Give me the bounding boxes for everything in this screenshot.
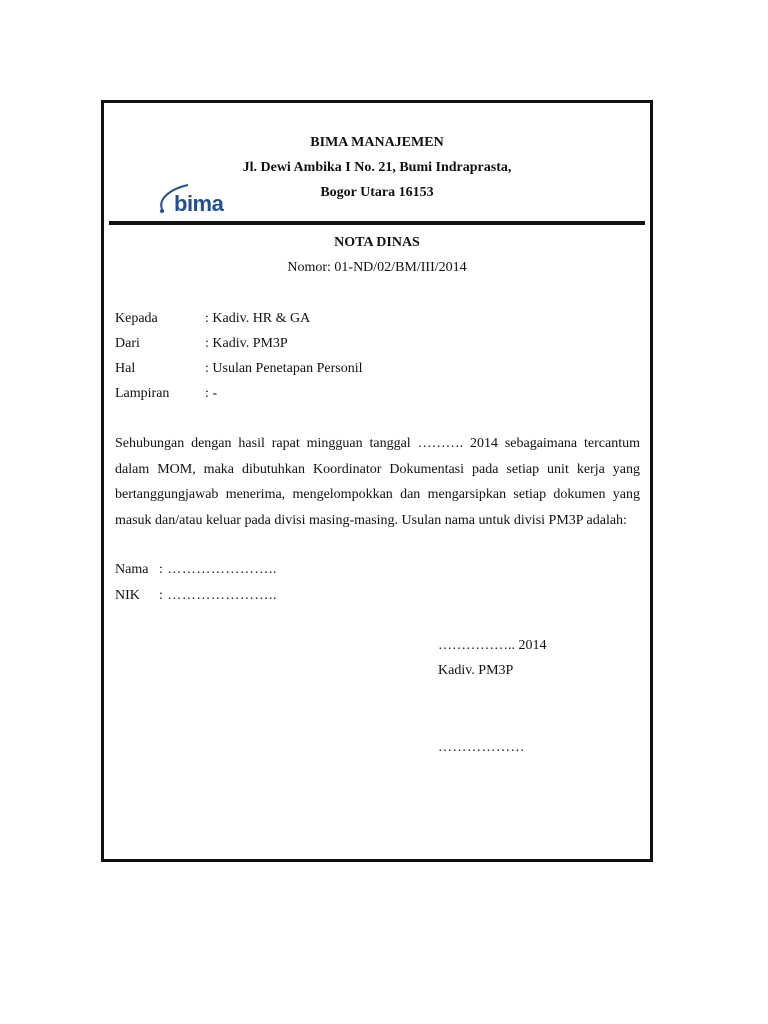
nama-label: Nama (115, 562, 149, 577)
field-hal (115, 361, 362, 377)
memo-number: Nomor: 01-ND/02/BM/III/2014 (287, 260, 467, 275)
field-dari (115, 336, 288, 352)
bima-logo (156, 181, 236, 219)
nik-label: NIK (115, 588, 140, 603)
memo-title: NOTA DINAS (334, 235, 420, 250)
company-name: BIMA MANAJEMEN (310, 135, 444, 150)
nik-field (115, 588, 277, 604)
field-value: : Usulan Penetapan Personil (205, 361, 363, 376)
address-line-1: Jl. Dewi Ambika I No. 21, Bumi Indraprasta, (242, 160, 512, 175)
header-divider (109, 221, 645, 225)
nama-field (115, 562, 277, 578)
field-kepada (115, 311, 310, 327)
logo-text: bima (174, 191, 224, 216)
nama-value: : ………………….. (159, 562, 277, 577)
memo-frame (101, 100, 653, 862)
field-label: Dari (115, 336, 140, 351)
signature-date: …………….. 2014 (438, 638, 547, 653)
field-label: Kepada (115, 311, 158, 326)
field-label: Lampiran (115, 386, 170, 401)
address-line-2: Bogor Utara 16153 (320, 185, 434, 200)
field-value: : Kadiv. HR & GA (205, 311, 311, 326)
field-label: Hal (115, 361, 136, 376)
signature-position: Kadiv. PM3P (438, 663, 514, 678)
field-value: : - (205, 386, 218, 401)
body-paragraph: Sehubungan dengan hasil rapat mingguan tanggal ………. 2014 sebagaimana tercantum dalam MOM, maka dibutuhkan Koordinator Dokumentasi pada setiap unit kerja yang bertanggungjawab menerima, mengelompokkan dan mengarsipkan setiap dokumen yang masuk dan/atau keluar pada divisi masing-masing. Usulan nama untuk divisi PM3P adalah: (115, 436, 640, 528)
signature-name-line: ……………… (438, 740, 525, 755)
field-lampiran (115, 386, 217, 402)
nik-value: : ………………….. (159, 588, 277, 603)
field-value: : Kadiv. PM3P (205, 336, 288, 351)
